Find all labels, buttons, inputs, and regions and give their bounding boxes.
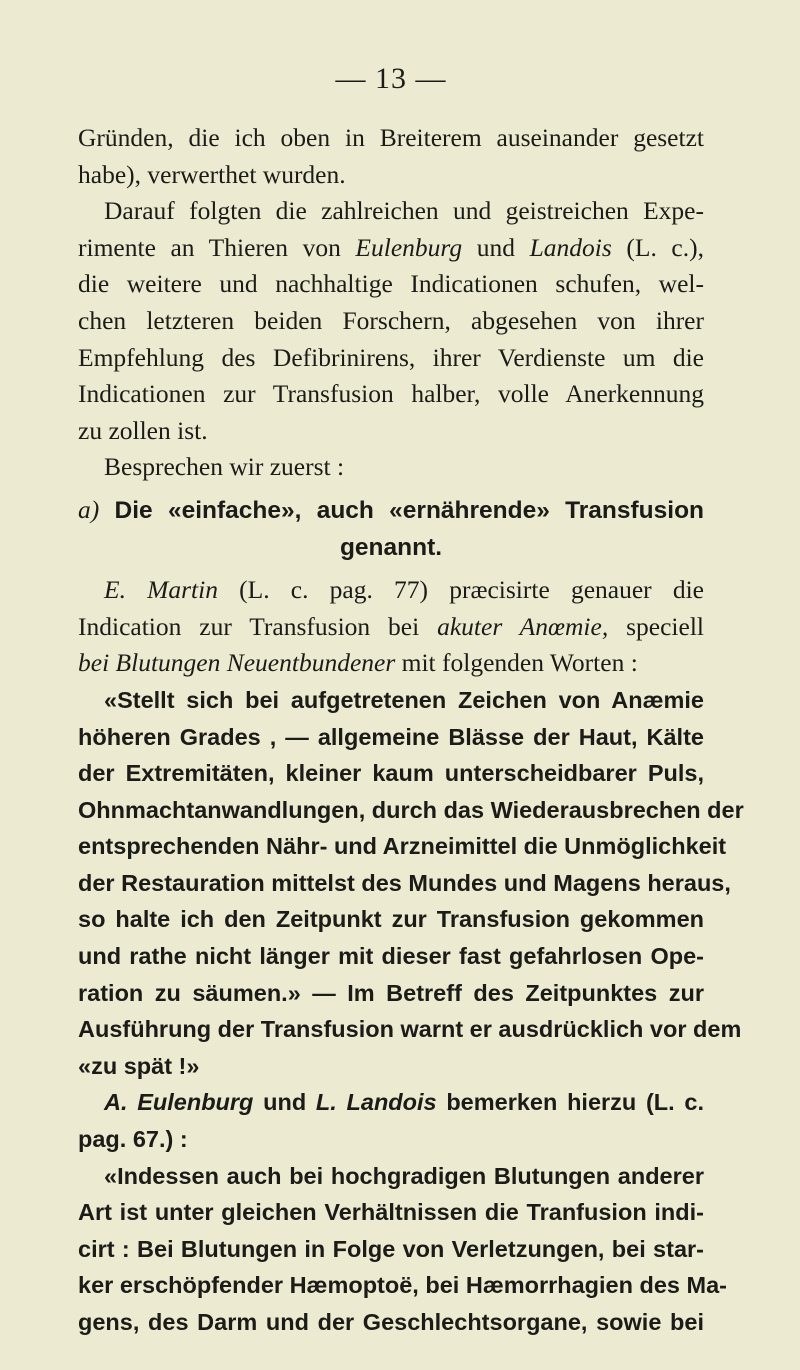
text-line: die weitere und nachhaltige Indicationen schufen, wel- <box>78 269 704 299</box>
quote-line: und rathe nicht länger mit dieser fast gefahrlosen Ope- <box>78 943 704 970</box>
section-heading-continued: genannt. <box>339 533 443 561</box>
text-line: habe), verwerthet wurden. <box>78 159 346 189</box>
quote-line: Art ist unter gleichen Verhältnissen die Tranfusion indi- <box>78 1199 704 1226</box>
author-name: Landois <box>529 232 612 262</box>
quote-line: «Stellt sich bei aufgetretenen Zeichen von Anæmie <box>104 686 704 713</box>
text-line: bei Blutungen Neuentbundener mit folgenden Worten : <box>78 648 638 678</box>
quote-line: Ausführung der Transfusion warnt er ausdrücklich vor dem <box>78 1016 742 1043</box>
text-line: rimente an Thieren von Eulenburg und Landois (L. c.), <box>78 232 704 262</box>
author-name: Eulenburg <box>355 232 463 262</box>
quote-line: der Restauration mittelst des Mundes und Magens heraus, <box>78 869 731 896</box>
quote-line: «zu spät !» <box>78 1052 200 1079</box>
text-line: Darauf folgten die zahlreichen und geistreichen Expe- <box>104 196 704 226</box>
page-number: — 13 — <box>335 62 447 95</box>
author-name: E. Martin <box>104 575 218 605</box>
quote-line: cirt : Bei Blutungen in Folge von Verletzungen, bei star- <box>78 1235 704 1262</box>
quote-line: «Indessen auch bei hochgradigen Blutungen anderer <box>104 1162 704 1189</box>
author-name: A. Eulenburg <box>104 1089 254 1116</box>
text-line: Indication zur Transfusion bei akuter Anœmie, speciell <box>78 611 704 641</box>
text-line: Besprechen wir zuerst : <box>104 452 345 482</box>
body-text <box>78 120 744 1341</box>
quote-line: ration zu säumen.» — Im Betreff des Zeitpunktes zur <box>78 979 704 1006</box>
quote-line: so halte ich den Zeitpunkt zur Transfusion gekommen <box>78 906 704 933</box>
text-line: E. Martin (L. c. pag. 77) præcisirte genauer die <box>104 575 704 605</box>
quote-line: der Extremitäten, kleiner kaum unterscheidbarer Puls, <box>78 760 704 787</box>
text-line: Gründen, die ich oben in Breiterem auseinander gesetzt <box>78 123 704 152</box>
quote-line: gens, des Darm und der Geschlechtsorgane, sowie bei <box>78 1309 704 1335</box>
quote-line: Ohnmachtanwandlungen, durch das Wiederausbrechen der <box>78 796 744 823</box>
quote-line: ker erschöpfender Hæmoptoë, bei Hæmorrhagien des Ma- <box>78 1272 728 1299</box>
text-line: A. Eulenburg und L. Landois bemerken hierzu (L. c. <box>104 1089 705 1116</box>
quote-line: höheren Grades , — allgemeine Blässe der Haut, Kälte <box>78 723 704 750</box>
text-line: Indicationen zur Transfusion halber, volle Anerkennung <box>78 379 704 409</box>
quote-line: entsprechenden Nähr- und Arzneimittel die Unmöglichkeit <box>78 833 727 860</box>
text-line: chen letzteren beiden Forschern, abgesehen von ihrer <box>78 305 704 335</box>
section-heading: a) Die «einfache», auch «ernährende» Transfusion <box>78 494 704 524</box>
text-line: pag. 67.) : <box>78 1126 188 1153</box>
text-line: Empfehlung des Defibrinirens, ihrer Verdienste um die <box>78 342 704 372</box>
author-name: L. Landois <box>315 1089 437 1116</box>
text-line: zu zollen ist. <box>78 415 208 445</box>
